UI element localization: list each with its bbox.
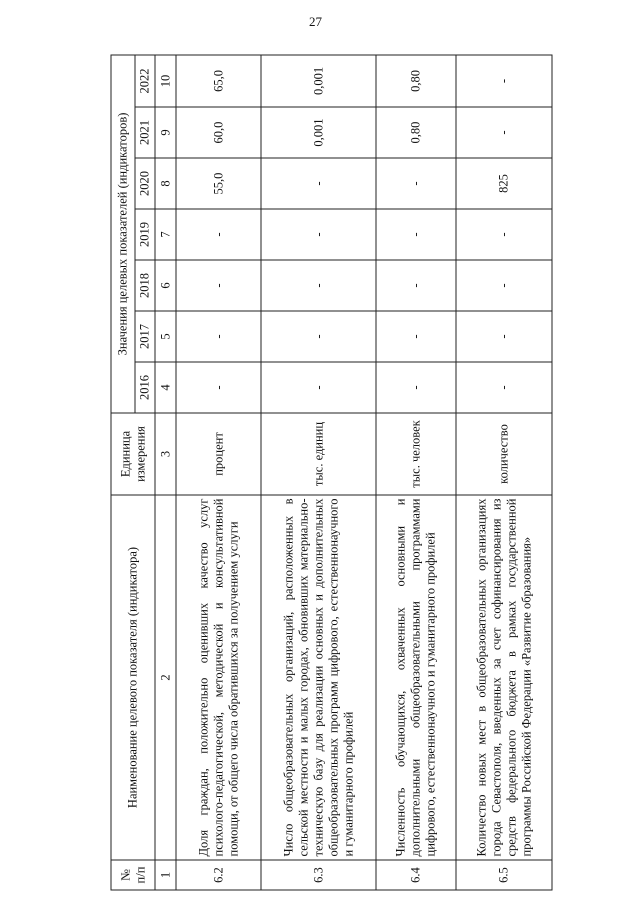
row-number: 6.4 xyxy=(376,860,456,890)
header-year: 2019 xyxy=(135,209,155,260)
indicator-value: - xyxy=(456,260,552,311)
indicator-unit: процент xyxy=(176,413,261,495)
indicator-value: - xyxy=(456,107,552,158)
indicator-value: - xyxy=(456,209,552,260)
indicator-unit: тыс. человек xyxy=(376,413,456,495)
indicator-value: 0,80 xyxy=(376,54,456,106)
table-row xyxy=(261,54,376,889)
indicator-value: - xyxy=(176,362,261,413)
indicator-value: 65,0 xyxy=(176,54,261,106)
indicator-name: Доля граждан, положительно оценивших качество услуг психолого-педагогической, методической и консультативной помощи, от общего числа обратившихся за получением услуги xyxy=(176,495,261,860)
indicator-value: - xyxy=(261,311,376,362)
column-index: 5 xyxy=(155,311,176,362)
header-no: № п/п xyxy=(111,860,155,890)
header-unit: Единица измерения xyxy=(111,413,155,495)
row-number: 6.5 xyxy=(456,860,552,890)
table-row xyxy=(176,54,261,889)
indicator-value: 0,001 xyxy=(261,107,376,158)
indicator-value: - xyxy=(176,260,261,311)
indicator-value: - xyxy=(261,260,376,311)
column-index: 2 xyxy=(155,495,176,860)
indicator-name: Число общеобразовательных организаций, расположенных в сельской местности и малых городах, обновивших материально-техническую базу для реализации основных и дополнительных общеобразовательных программ цифрового, естественнонаучного и гуманитарного профилей xyxy=(261,495,376,860)
header-values-group: Значения целевых показателей (индикаторов) xyxy=(111,54,135,412)
row-number: 6.3 xyxy=(261,860,376,890)
table-row xyxy=(376,54,456,889)
indicator-value: - xyxy=(261,362,376,413)
indicator-value: - xyxy=(456,54,552,106)
column-index: 8 xyxy=(155,158,176,209)
header-name: Наименование целевого показателя (индикатора) xyxy=(111,495,155,860)
indicator-value: - xyxy=(261,158,376,209)
column-index: 10 xyxy=(155,54,176,106)
column-index: 9 xyxy=(155,107,176,158)
indicator-value: - xyxy=(176,209,261,260)
indicator-value: - xyxy=(376,209,456,260)
indicators-table xyxy=(110,54,552,890)
indicator-value: 0,80 xyxy=(376,107,456,158)
rotated-table-inner xyxy=(110,55,533,890)
indicator-value: 825 xyxy=(456,158,552,209)
header-year: 2016 xyxy=(135,362,155,413)
header-year: 2022 xyxy=(135,54,155,106)
header-year: 2020 xyxy=(135,158,155,209)
indicator-unit: количество xyxy=(456,413,552,495)
indicator-value: - xyxy=(456,311,552,362)
column-index: 6 xyxy=(155,260,176,311)
indicator-value: 0,001 xyxy=(261,54,376,106)
indicator-value: - xyxy=(261,209,376,260)
indicator-value: - xyxy=(376,311,456,362)
indicator-value: - xyxy=(376,260,456,311)
table-row xyxy=(456,54,552,889)
column-index: 3 xyxy=(155,413,176,495)
indicator-value: - xyxy=(456,362,552,413)
column-index: 7 xyxy=(155,209,176,260)
indicator-value: 55,0 xyxy=(176,158,261,209)
row-number: 6.2 xyxy=(176,860,261,890)
indicator-name: Количество новых мест в общеобразовательных организациях города Севастополя, введенных за счет софинансирования из средств федерального бюджета в рамках государственной программы Российской Федерации «Развитие образования» xyxy=(456,495,552,860)
page-number: 27 xyxy=(309,14,322,29)
indicator-value: - xyxy=(376,158,456,209)
indicator-name: Численность обучающихся, охваченных основными и дополнительными общеобразовательными программами цифрового, естественнонаучного и гуманитарного профилей xyxy=(376,495,456,860)
column-index: 1 xyxy=(155,860,176,890)
rotated-table-wrapper xyxy=(110,55,533,890)
indicator-value: - xyxy=(376,362,456,413)
header-year: 2018 xyxy=(135,260,155,311)
indicator-value: 60,0 xyxy=(176,107,261,158)
header-year: 2021 xyxy=(135,107,155,158)
indicator-value: - xyxy=(176,311,261,362)
indicator-unit: тыс. единиц xyxy=(261,413,376,495)
header-year: 2017 xyxy=(135,311,155,362)
column-index: 4 xyxy=(155,362,176,413)
